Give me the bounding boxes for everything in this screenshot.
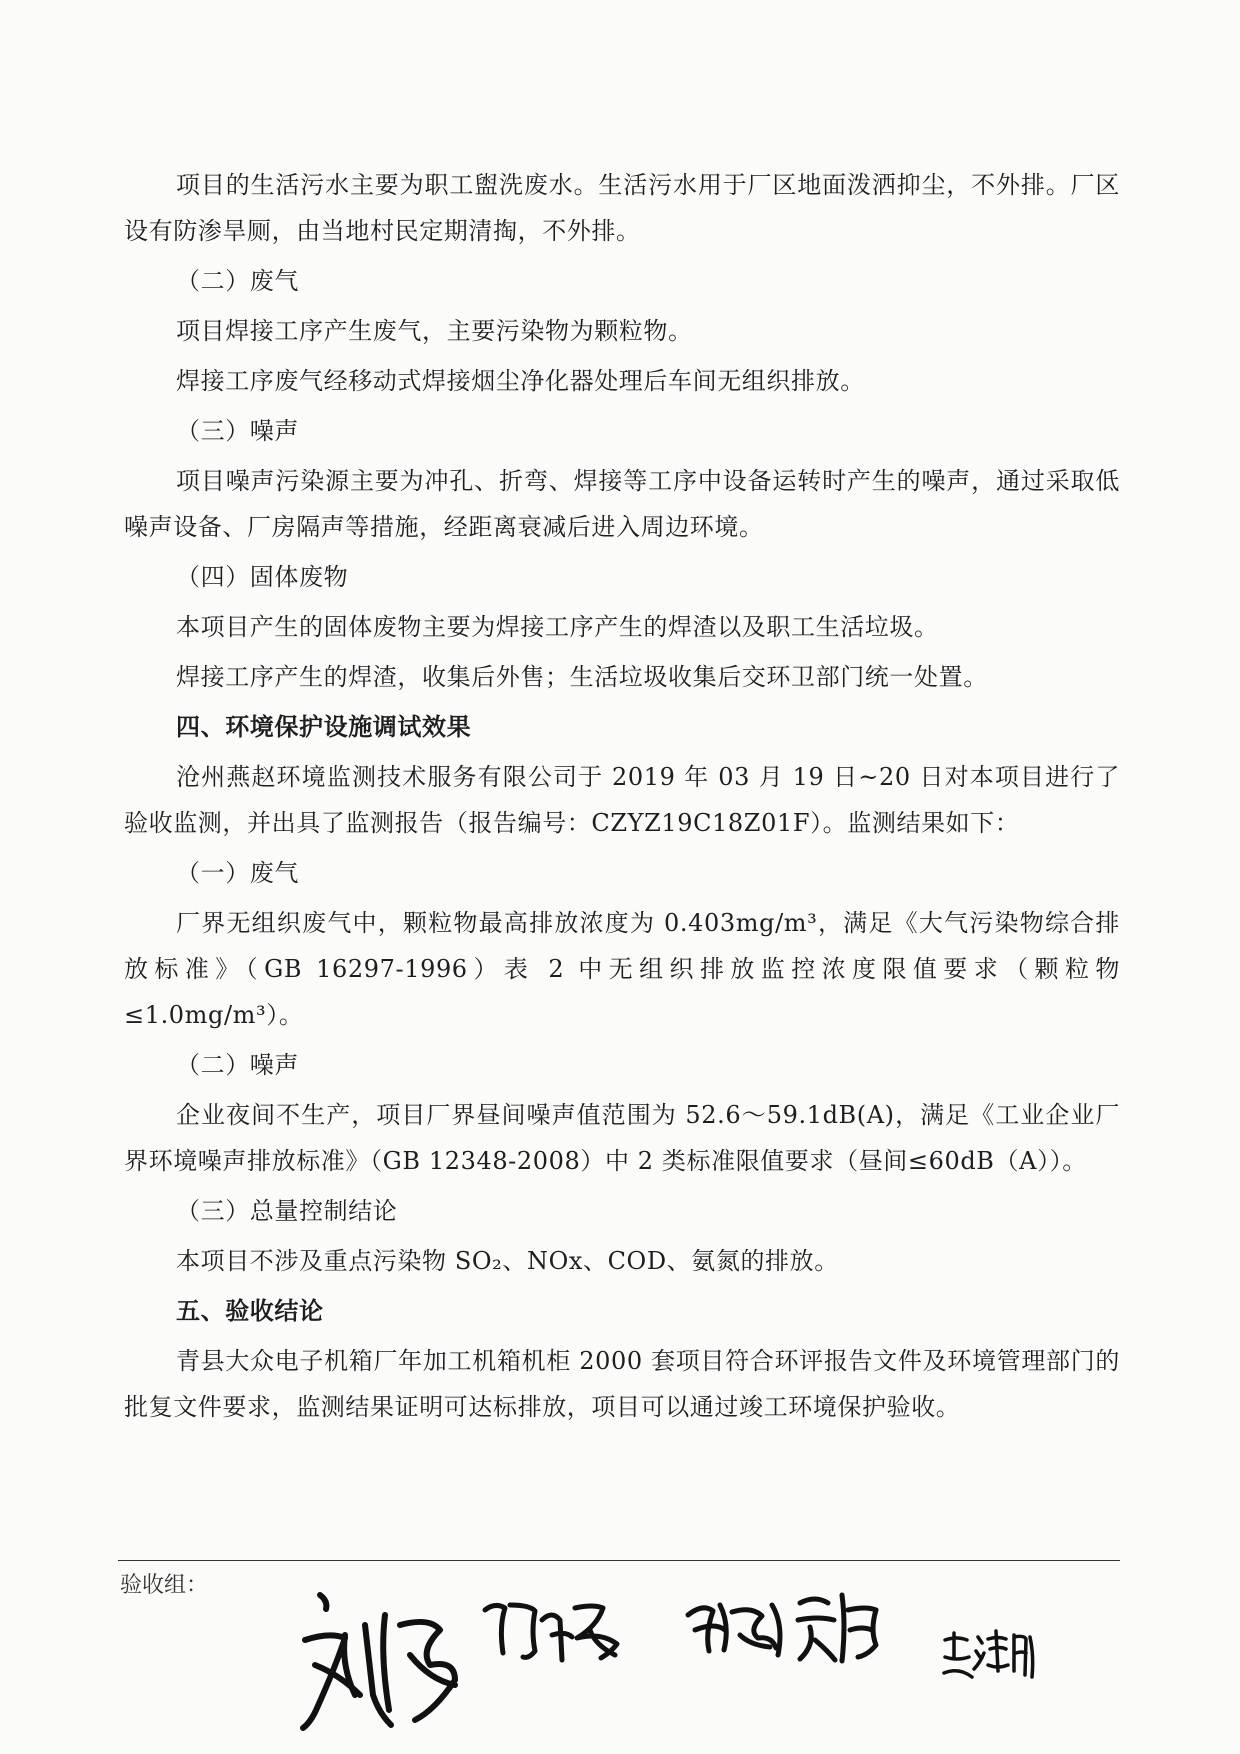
subsection-heading: （一）废气	[176, 859, 299, 887]
paragraph: 厂界无组织废气中，颗粒物最高排放浓度为 0.403mg/m³，满足《大气污染物综合排放标准》（GB 16297-1996）表 2 中无组织排放监控浓度限值要求（颗粒物≤1.0mg/m³）。	[124, 909, 1120, 1029]
footer-divider	[118, 1560, 1120, 1561]
document-body	[124, 162, 1120, 1434]
subsection-heading: （二）废气	[176, 267, 299, 295]
paragraph: 项目焊接工序产生废气，主要污染物为颗粒物。	[176, 317, 693, 345]
paragraph: 本项目产生的固体废物主要为焊接工序产生的焊渣以及职工生活垃圾。	[176, 613, 939, 641]
section-heading: 五、验收结论	[176, 1296, 324, 1325]
signature-4	[790, 1585, 880, 1670]
signature-2	[480, 1590, 630, 1665]
paragraph: 青县大众电子机箱厂年加工机箱机柜 2000 套项目符合环评报告文件及环境管理部门的批复文件要求，监测结果证明可达标排放，项目可以通过竣工环境保护验收。	[124, 1347, 1120, 1421]
subsection-heading: （四）固体废物	[176, 563, 349, 591]
paragraph: 项目噪声污染源主要为冲孔、折弯、焊接等工序中设备运转时产生的噪声，通过采取低噪声设备、厂房隔声等措施，经距离衰减后进入周边环境。	[124, 467, 1120, 541]
paragraph: 项目的生活污水主要为职工盥洗废水。生活污水用于厂区地面泼洒抑尘，不外排。厂区设有防渗旱厕，由当地村民定期清掏，不外排。	[124, 171, 1120, 245]
paragraph: 本项目不涉及重点污染物 SO₂、NOx、COD、氨氮的排放。	[176, 1247, 839, 1275]
section-heading: 四、环境保护设施调试效果	[176, 712, 472, 741]
subsection-heading: （三）噪声	[176, 417, 299, 445]
subsection-heading: （二）噪声	[176, 1051, 299, 1079]
paragraph: 焊接工序废气经移动式焊接烟尘净化器处理后车间无组织排放。	[176, 367, 865, 395]
signature-1	[290, 1585, 470, 1735]
signature-5	[940, 1625, 1040, 1685]
acceptance-group-label: 验收组：	[120, 1573, 209, 1598]
signature-3	[680, 1590, 790, 1660]
subsection-heading: （三）总量控制结论	[176, 1197, 398, 1225]
paragraph: 焊接工序产生的焊渣，收集后外售；生活垃圾收集后交环卫部门统一处置。	[176, 663, 988, 691]
paragraph: 沧州燕赵环境监测技术服务有限公司于 2019 年 03 月 19 日~20 日对本项目进行了验收监测，并出具了监测报告（报告编号：CZYZ19C18Z01F）。监测结果如下：	[124, 763, 1120, 837]
paragraph: 企业夜间不生产，项目厂界昼间噪声值范围为 52.6～59.1dB(A)，满足《工业企业厂界环境噪声排放标准》（GB 12348-2008）中 2 类标准限值要求（昼间≤60dB（A））。	[124, 1101, 1120, 1175]
